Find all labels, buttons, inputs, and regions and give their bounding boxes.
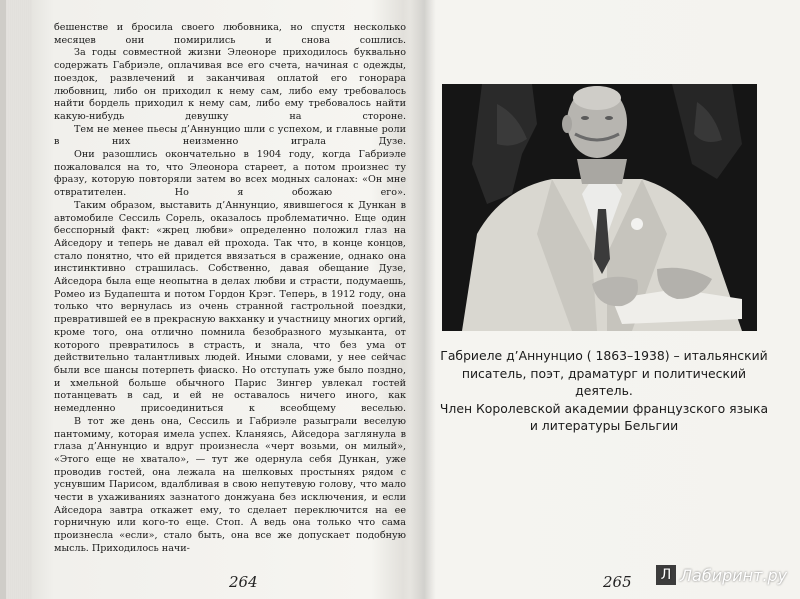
portrait-photo [442, 84, 757, 331]
text-paragraph: Тем не менее пьесы д’Аннунцио шли с успехом, и главные роли в них неизменно играла Дузе. [54, 123, 406, 148]
text-paragraph: В тот же день она, Сессиль и Габриэле разыграли веселую пантомиму, которая имела успех. Кланяясь, Айседора заглянула в глаза д’Аннунцио и вдруг произнесла «черт возьми, он милый», «Этого еще не хватало», — тут же одернула себя Дункан, уже проводив гостей, она лежала на шелковых простынях рядом с уснувшим Парисом, вдалбливая в свою непутевую голову, что мало чести в ухаживаниях зазнатого донжуана без исключения, и если Айседора завтра откажет ему, то сделает переключится на ее горничную или кого-то еще. Стоп. А ведь она только что сама произнесла «если», стало быть, она все же допускает подобную мысль. Приходилось начи- [54, 415, 406, 554]
text-paragraph: Они разошлись окончательно в 1904 году, когда Габриэле пожаловался на то, что Элеонора стареет, а потом произнес ту фразу, которую повторяли затем во всех модных салонах: «Он мне отвратителен. Но я обожаю его». [54, 149, 406, 199]
book-spread [6, 0, 800, 599]
photo-caption [439, 347, 769, 435]
right-page-number: 265 [603, 573, 632, 591]
book-gutter [410, 0, 436, 599]
left-page-text [54, 22, 406, 556]
text-paragraph: За годы совместной жизни Элеоноре приходилось буквально содержать Габриэле, оплачивая все его счета, начиная с одежды, поездок, развлечений и заканчивая оплатой его гонорара любовниц, либо он приходил к нему сам, либо ему требовалось найти бордель приходил к нему сам, либо ему требовалось найти какую-нибудь девушку на стороне. [54, 47, 406, 122]
left-page-number: 264 [229, 573, 258, 591]
caption-line: Габриеле д’Аннунцио ( 1863–1938) – итальянский [440, 348, 768, 363]
labirint-watermark [656, 563, 796, 587]
caption-line: писатель, поэт, драматург и политический деятель. [461, 365, 747, 398]
caption-line: Член Королевской академии французского языка [439, 400, 769, 416]
text-paragraph: бешенстве и бросила своего любовника, но спустя несколько месяцев они помирились и снова сошлись. [54, 22, 406, 46]
labirint-logo-icon: Л [656, 565, 676, 585]
watermark-text: Лабиринт.ру [680, 565, 788, 585]
text-paragraph: Таким образом, выставить д’Аннунцио, явившегося к Дункан в автомобиле Сессиль Сорель, оказалось проблематично. Еще один бесспорный факт: «жрец любви» определенно положил глаз на Айседору и теперь не давал ей прохода. Так что, в конце концов, стало понятно, что ей придется ввязаться в сражение, однако она инстинктивно страшилась. Собственно, давая обещание Дузе, Айседора была еще неопытна в делах любви и страсти, подумаешь, Ромео из Будапешта и потом Гордон Крэг. Теперь, в 1912 году, она только что вернулась из очень странной гастрольной поездки, превратившей ее в прекрасную вакханку и участницу многих оргий, кроме того, она отлично помнила безобразного музыканта, от которого превратилось в страсть, и знала, что без ума от действительно талантливых людей. Иными словами, у нее сейчас были все шансы потерпеть фиаско. Но отступать уже было поздно, и хмельной больше обычного Парис Зингер увлекал гостей потанцевать в сад, и ей не оставалось ничего иного, как немедленно присоединиться к всеобщему веселью. [54, 199, 406, 415]
page-edges [6, 0, 32, 599]
caption-line: и литературы Бельгии [529, 418, 679, 433]
